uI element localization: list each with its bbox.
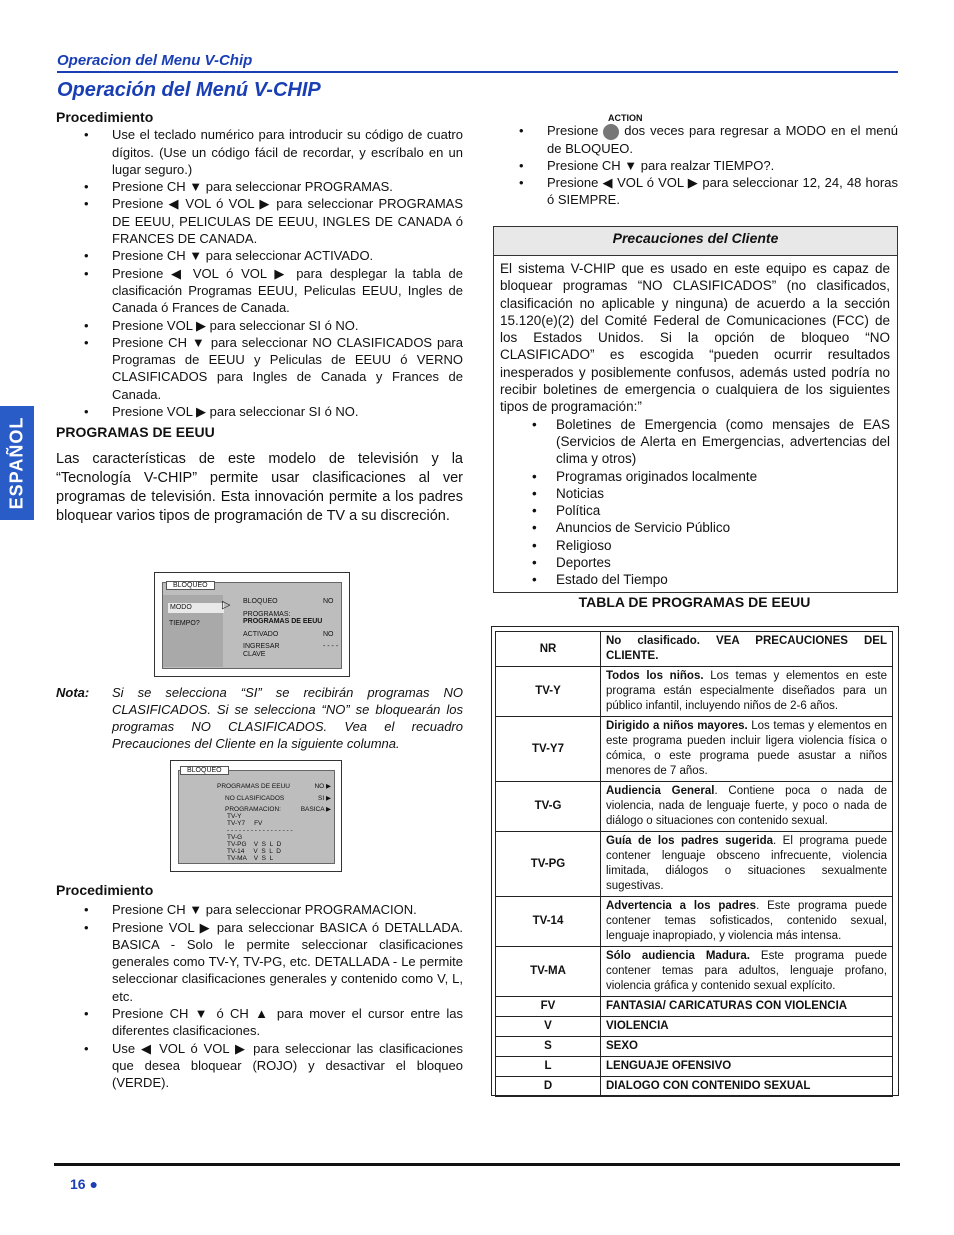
procedure-step: • Presione ◀ VOL ó VOL ▶ para seleccionar PROGRAMAS DE EEUU, PELICULAS DE EEUU, INGLES DE CANADA ó FRANCES DE CANADA.	[56, 195, 463, 247]
menu-item-modo: MODO	[168, 603, 224, 613]
procedure-step: • Presione CH ▼ para seleccionar ACTIVADO.	[56, 247, 463, 264]
menu2-row-label: PROGRAMACION:	[225, 806, 281, 813]
procedure-step: • Presione VOL ▶ para seleccionar SI ó NO.	[56, 317, 463, 334]
programs-heading: PROGRAMAS DE EEUU	[56, 424, 215, 441]
menu-row-label: ACTIVADO	[243, 631, 279, 638]
rating-description	[601, 1017, 893, 1037]
menu2-rating-line: TV-Y	[227, 813, 242, 820]
rating-description-text: . Contiene poca o nada de violencia, nada de lenguaje fuerte, y poco o nada de diálogo o situaciones con contenido sexual.	[606, 785, 887, 827]
rating-row	[496, 1057, 893, 1077]
rating-code: NR	[496, 632, 601, 667]
menu2-row-value: BASICA ▶	[300, 806, 331, 813]
rating-description-bold: Dirigido a niños mayores.	[606, 720, 748, 732]
menu-row-label: BLOQUEO	[243, 598, 278, 605]
procedure-step: • Presione CH ▼ para seleccionar PROGRAMACION.	[56, 901, 463, 918]
rating-description-bold: SEXO	[606, 1040, 638, 1052]
rating-row	[496, 667, 893, 717]
rating-code: L	[496, 1057, 601, 1077]
page-title: Operación del Menú V-CHIP	[57, 79, 321, 101]
menu-arrow: ▷	[222, 599, 231, 611]
rating-description	[601, 782, 893, 832]
note-text: Si se selecciona “SI” se recibirán programas NO CLASIFICADOS. Si se selecciona “NO” se bloquearán los programas NO CLASIFICADOS. Vea el recuadro Precauciones del Cliente en la siguiente columna.	[112, 685, 463, 751]
rating-description-bold: Todos los niños.	[606, 670, 704, 682]
rating-code: TV-MA	[496, 947, 601, 997]
procedure-2	[56, 882, 463, 1092]
caution-item: • Política	[500, 502, 890, 519]
rating-code: FV	[496, 997, 601, 1017]
menu-item-tiempo: TIEMPO?	[169, 620, 200, 627]
rating-description-text: . Este programa puede contener temas sofisticados, contenido sexual, lenguaje inapropiado, y violencia más intensa.	[606, 900, 887, 942]
left-column	[56, 109, 463, 526]
menu2-rating-line: TV-Y7 FV	[227, 820, 263, 827]
rating-description	[601, 832, 893, 897]
procedure-heading-2: Procedimiento	[56, 882, 154, 898]
rating-row	[496, 947, 893, 997]
rating-description-bold: Sólo audiencia Madura.	[606, 950, 750, 962]
rating-description	[601, 1057, 893, 1077]
menu-row-label: PROGRAMAS:	[243, 611, 291, 618]
customer-caution-box	[493, 226, 898, 593]
procedure-step: • Presione ◀ VOL ó VOL ▶ para desplegar la tabla de clasificación Programas EEUU, Peliculas EEUU, Ingles de Canada ó Frances de Canada.	[56, 265, 463, 317]
note	[56, 684, 463, 752]
rating-description-bold: FANTASIA/ CARICATURAS CON VIOLENCIA	[606, 1000, 848, 1012]
procedure-step: • Presione ◀ VOL ó VOL ▶ para seleccionar 12, 24, 48 horas ó SIEMPRE.	[491, 174, 898, 209]
rating-description-bold: Advertencia a los padres	[606, 900, 757, 912]
procedure-heading-1: Procedimiento	[56, 109, 154, 125]
caution-list	[500, 416, 890, 589]
menu-row-value: NO	[323, 631, 334, 638]
note-label: Nota:	[56, 685, 90, 700]
procedure-step: • Presione CH ▼ para realzar TIEMPO?.	[491, 157, 898, 174]
procedure-step: • Presione CH ▼ para seleccionar PROGRAMAS.	[56, 178, 463, 195]
language-tab-label: ESPAÑOL	[6, 416, 27, 510]
menu2-row-label: NO CLASIFICADOS	[225, 795, 285, 802]
menu2-row-value: NO ▶	[314, 783, 331, 790]
rating-description-bold: No clasificado. VEA PRECAUCIONES DEL CLIENTE.	[606, 635, 887, 662]
footer-rule	[54, 1163, 900, 1166]
procedure-list-1	[56, 126, 463, 420]
rating-row	[496, 997, 893, 1017]
rating-code: TV-Y7	[496, 717, 601, 782]
rating-description-bold: VIOLENCIA	[606, 1020, 669, 1032]
menu-screenshot-2	[170, 760, 342, 872]
rating-description-bold: DIALOGO CON CONTENIDO SEXUAL	[606, 1080, 811, 1092]
page-number: 16 ●	[70, 1176, 98, 1192]
menu2-row-value: SI ▶	[318, 795, 331, 802]
caution-item: • Anuncios de Servicio Público	[500, 519, 890, 536]
caution-item: • Religioso	[500, 537, 890, 554]
menu-row-value: - - - -	[323, 643, 339, 650]
menu-row-value: NO	[323, 598, 334, 605]
rating-row	[496, 782, 893, 832]
rating-row	[496, 1077, 893, 1097]
running-head: Operacion del Menu V-Chip	[57, 52, 253, 69]
menu2-rating-line: - - - - - - - - - - - - - - - - -	[227, 827, 293, 834]
action-label: ACTION	[608, 113, 643, 123]
caution-title: Precauciones del Cliente	[494, 227, 897, 256]
action-button-icon	[603, 124, 619, 140]
rating-code: D	[496, 1077, 601, 1097]
rating-description-bold: LENGUAJE OFENSIVO	[606, 1060, 732, 1072]
rating-description-text: Este programa puede contener temas para adultos, lenguaje profano, violencia gráfica y contenido sexual explícito.	[606, 950, 887, 992]
menu-row-label: INGRESAR	[243, 643, 280, 650]
procedure-list-2	[56, 901, 463, 1091]
menu-tab: BLOQUEO	[166, 581, 215, 590]
caution-text: El sistema V-CHIP que es usado en este equipo es capaz de bloquear programas “NO CLASIFICADOS” (no clasificados, clasificación no aplicable y ninguna) de acuerdo a la sección 15.120(e)(2) del Comité Federal de Comunicaciones (FCC) de los Estados Unidos. Si la opción de bloqueo “NO CLASIFICADO” es escogida “pueden ocurrir resultados inesperados y posiblemente confusos, además usted podría no recibir boletines de emergencia o cualquiera de los siguientes tipos de programación:”	[500, 261, 890, 415]
procedure-step: • Use el teclado numérico para introducir su código de cuatro dígitos. (Use un código fácil de recordar, y escríbalo en un lugar seguro.)	[56, 126, 463, 178]
right-top-list	[491, 122, 898, 209]
rating-description	[601, 1077, 893, 1097]
rating-code: TV-PG	[496, 832, 601, 897]
menu2-row-label: PROGRAMAS DE EEUU	[217, 783, 290, 790]
programs-paragraph: Las características de este modelo de televisión y la “Tecnología V-CHIP” permite usar clasificaciones al ver programas de televisión. Esta innovación permite a los padres bloquear varios tipos de programación de TV a su discreción.	[56, 450, 463, 524]
rating-description	[601, 1037, 893, 1057]
rating-row	[496, 1037, 893, 1057]
procedure-step: • Presione VOL ▶ para seleccionar SI ó NO.	[56, 403, 463, 420]
rating-description	[601, 667, 893, 717]
caution-item: • Deportes	[500, 554, 890, 571]
menu-tab-2: BLOQUEO	[180, 766, 229, 775]
rating-description-text: Los temas y elementos en este programa están especialmente diseñados para un público infantil, incluyendo niños de 2-6 años.	[606, 670, 887, 712]
caution-item: • Programas originados localmente	[500, 468, 890, 485]
rating-row	[496, 632, 893, 667]
header-rule	[57, 71, 898, 73]
rating-code: V	[496, 1017, 601, 1037]
rating-row	[496, 717, 893, 782]
rating-code: TV-14	[496, 897, 601, 947]
ratings-table	[495, 631, 893, 1097]
procedure-step: • Presione CH ▼ ó CH ▲ para mover el cursor entre las diferentes clasificaciones.	[56, 1005, 463, 1040]
rating-description	[601, 897, 893, 947]
ratings-table-title: TABLA DE PROGRAMAS DE EEUU	[578, 594, 811, 610]
rating-description-text: Los temas y elementos en este programa pueden incluir ligera violencia física o cómica, o este programa puede asustar a niños menores de 7 años.	[606, 720, 887, 777]
caution-item: • Estado del Tiempo	[500, 571, 890, 588]
procedure-step: • Presione CH ▼ para seleccionar NO CLASIFICADOS para Programas de EEUU y Peliculas de EEUU ó VERNO CLASIFICADOS para Ingles de Canada y Frances de Canada.	[56, 334, 463, 403]
menu-screenshot-1	[154, 572, 350, 677]
rating-description	[601, 947, 893, 997]
menu2-rating-line: TV-MA V S L	[227, 855, 274, 862]
rating-code: TV-G	[496, 782, 601, 832]
rating-description	[601, 997, 893, 1017]
rating-description	[601, 717, 893, 782]
rating-row	[496, 897, 893, 947]
menu2-rating-line: TV-PG V S L D	[227, 841, 282, 848]
rating-code: S	[496, 1037, 601, 1057]
caution-item: • Boletines de Emergencia (como mensajes de EAS (Servicios de Alerta en Emergencias, advertencias del clima y otros)	[500, 416, 890, 468]
language-tab	[0, 406, 34, 520]
rating-description-bold: Audiencia General	[606, 785, 715, 797]
rating-code: TV-Y	[496, 667, 601, 717]
menu2-rating-line: TV-14 V S L D	[227, 848, 281, 855]
rating-row	[496, 832, 893, 897]
rating-description	[601, 632, 893, 667]
procedure-step: • Presione dos veces para regresar a MODO en el menú de BLOQUEO.	[491, 122, 898, 157]
menu2-rating-line: TV-G	[227, 834, 243, 841]
rating-row	[496, 1017, 893, 1037]
menu-row-label: PROGRAMAS DE EEUU	[243, 618, 323, 625]
rating-description-text: . El programa puede contener lenguaje obsceno infrecuente, violencia limitada, diálogos o situaciones sexualmente sugestivas.	[606, 835, 887, 892]
ratings-table-frame	[491, 626, 899, 1096]
rating-description-bold: Guía de los padres sugerida	[606, 835, 774, 847]
caution-item: • Noticias	[500, 485, 890, 502]
procedure-step: • Use ◀ VOL ó VOL ▶ para seleccionar las clasificaciones que desea bloquear (ROJO) y desactivar el bloqueo (VERDE).	[56, 1040, 463, 1092]
procedure-step: • Presione VOL ▶ para seleccionar BASICA ó DETALLADA. BASICA - Solo le permite seleccionar clasificaciones generales como TV-Y, TV-PG, etc. DETALLADA - Le permite seleccionar clasificaciones generales y contenido como V, L, etc.	[56, 919, 463, 1005]
menu-row-label: CLAVE	[243, 651, 266, 658]
